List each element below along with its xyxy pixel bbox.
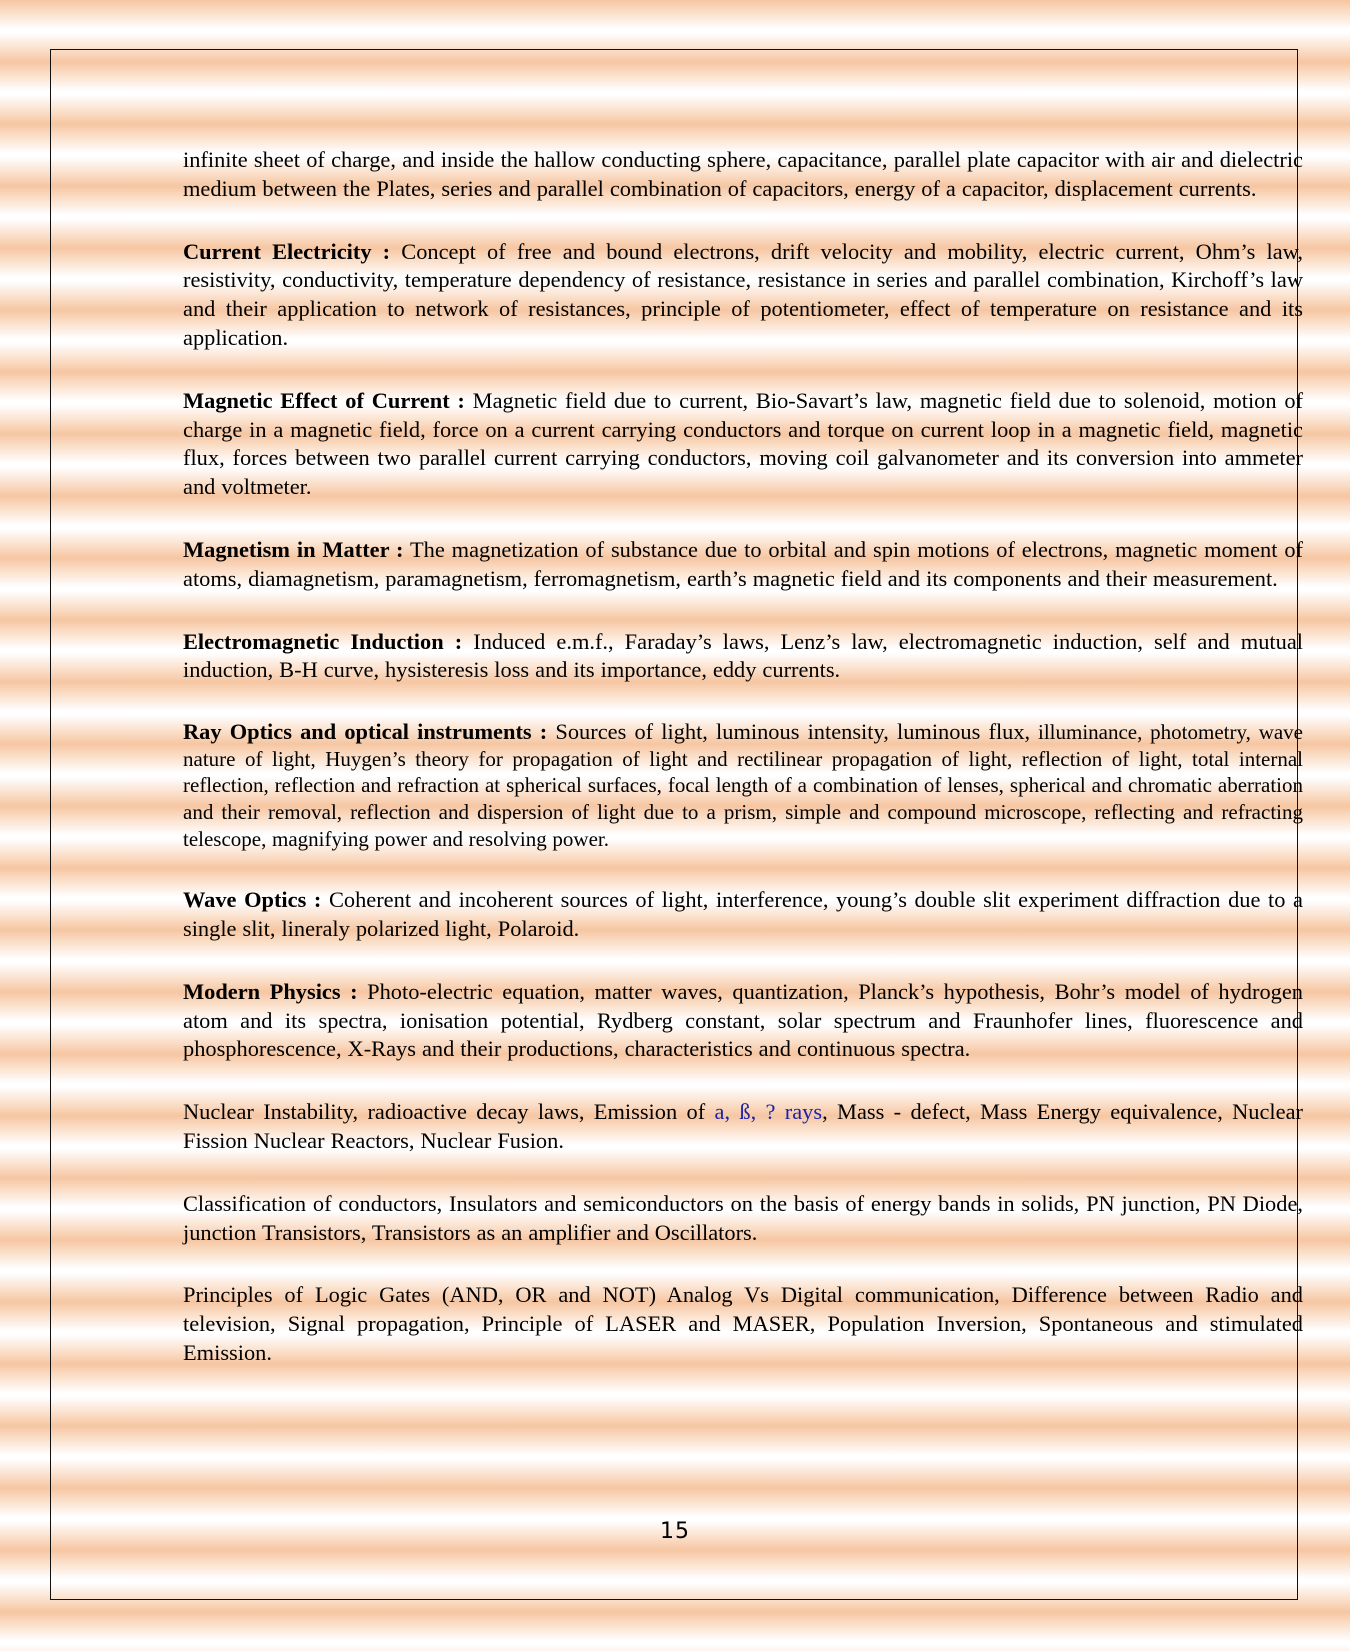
paragraph-text: Photo-electric equation, matter waves, quantization, Planck’s hypothesis, Bohr’s model of hydrogen atom and its spectra, ionisation potential, Rydberg constant, solar spectrum and Fraunhofer lines, fluorescence and phosphorescence, X-Rays and their productions, characteristics and continuous spectra.	[183, 978, 1303, 1062]
section-heading: Current Electricity :	[183, 238, 391, 264]
paragraph-text: Coherent and incoherent sources of light, interference, young’s double slit experiment diffraction due to a single slit, lineraly polarized light, Polaroid.	[183, 887, 1303, 941]
paragraph-magnetism-in-matter	[183, 536, 1303, 594]
paragraph-text: The magnetization of substance due to orbital and spin motions of electrons, magnetic moment of atoms, diamagnetism, paramagnetism, ferromagnetism, earth’s magnetic field and its components and their measurement.	[183, 536, 1303, 591]
paragraph-electromagnetic-induction	[183, 628, 1303, 686]
paragraph-lead-text: Sources of light, luminous intensity, luminous flux,	[547, 719, 1031, 745]
page-number: 15	[660, 1519, 690, 1544]
paragraph-nuclear-physics	[183, 1098, 1303, 1156]
paragraph-ray-optics	[183, 719, 1303, 852]
paragraph-text: Classification of conductors, Insulators and semiconductors on the basis of energy bands in solids, PN junction, PN Diode, junction Transistors, Transistors as an amplifier and Oscillators.	[183, 1190, 1303, 1245]
paragraph-text: Magnetic field due to current, Bio-Savart’s law, magnetic field due to solenoid, motion of charge in a magnetic field, force on a current carrying conductors and torque on current loop in a magnetic field, magnetic flux, forces between two parallel current carrying conductors, moving coil galvanometer and its conversion into ammeter and voltmeter.	[183, 387, 1303, 500]
section-heading: Electromagnetic Induction :	[183, 628, 463, 654]
section-heading: Ray Optics and optical instruments :	[183, 719, 548, 745]
paragraph-text: , Mass - defect, Mass Energy equivalence, Nuclear Fission Nuclear Reactors, Nuclear Fusion.	[183, 1099, 1303, 1153]
paragraph-text: infinite sheet of charge, and inside the hallow conducting sphere, capacitance, parallel plate capacitor with air and dielectric medium between the Plates, series and parallel combination of capacitors, energy of a capacitor, displacement currents.	[183, 147, 1303, 201]
paragraph-current-electricity	[183, 238, 1303, 353]
section-heading: Wave Optics :	[183, 887, 322, 913]
paragraph-semiconductors	[183, 1190, 1303, 1248]
paragraph-text: Concept of free and bound electrons, drift velocity and mobility, electric current, Ohm’s law, resistivity, conductivity, temperature dependency of resistance, resistance in series and parallel combination, Kirchoff’s law and their application to network of resistances, principle of potentiometer, effect of temperature on resistance and its application.	[183, 238, 1303, 350]
section-heading: Magnetic Effect of Current :	[183, 387, 465, 413]
section-heading: Modern Physics :	[183, 978, 358, 1004]
document-body	[183, 146, 1303, 1402]
paragraph-text: Nuclear Instability, radioactive decay laws, Emission of	[183, 1099, 715, 1125]
paragraph-text: illuminance, photometry, wave nature of light, Huygen’s theory for propagation of light and rectilinear propagation of light, reflection of light, total internal reflection, reflection and refraction at spherical surfaces, focal length of a combination of lenses, spherical and chromatic aberration and their removal, reflection and dispersion of light due to a prism, simple and compound microscope, reflecting and refracting telescope, magnifying power and resolving power.	[183, 720, 1303, 851]
paragraph-modern-physics	[183, 978, 1303, 1064]
paragraph-text: Principles of Logic Gates (AND, OR and NOT) Analog Vs Digital communication, Difference between Radio and television, Signal propagation, Principle of LASER and MASER, Population Inversion, Spontaneous and stimulated Emission.	[183, 1282, 1303, 1365]
highlighted-rays-text: a, ß, ? rays	[714, 1099, 823, 1125]
paragraph-wave-optics	[183, 886, 1303, 944]
section-heading: Magnetism in Matter :	[183, 536, 404, 562]
paragraph-logic-gates-communication	[183, 1281, 1303, 1367]
paragraph-text: Induced e.m.f., Faraday’s laws, Lenz’s law, electromagnetic induction, self and mutual induction, B-H curve, hysisteresis loss and its importance, eddy currents.	[183, 628, 1303, 683]
paragraph-electrostatics-continued	[183, 146, 1303, 204]
paragraph-magnetic-effect-of-current	[183, 387, 1303, 502]
